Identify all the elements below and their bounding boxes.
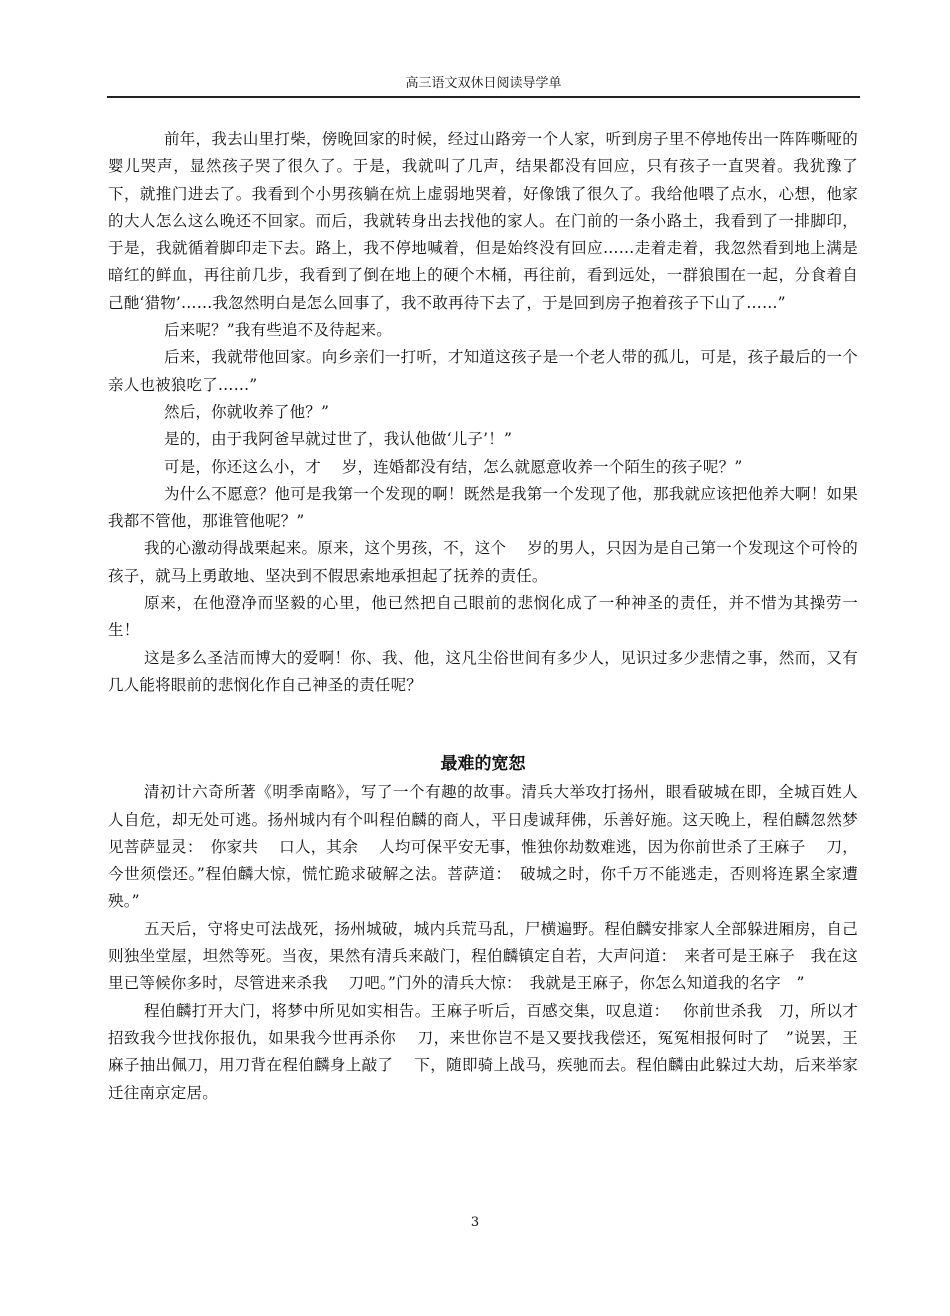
story1-paragraph: 这是多么圣洁而博大的爱啊！你、我、他，这凡尘俗世间有多少人，见识过多少悲情之事，然而，又有几人能将眼前的悲悯化作自己神圣的责任呢？ (108, 648, 858, 694)
document-body (108, 126, 858, 1107)
story1-paragraph: 原来，在他澄净而坚毅的心里，他已然把自己眼前的悲悯化成了一种神圣的责任，并不惜为其操劳一生！ (108, 594, 858, 640)
section-gap (108, 699, 858, 751)
story2-paragraph: 五天后，守将史可法战死，扬州城破，城内兵荒马乱，尸横遍野。程伯麟安排家人全部躲进厢房，自己则独坐堂屋，坦然等死。当夜，果然有清兵来敲门，程伯麟镇定自若，大声问道： 来者可是王麻子 我在这里已等候你多时，尽管进来杀我 刀吧。”门外的清兵大惊： 我就是王麻子，你怎么知道我的名字 ” (108, 919, 858, 993)
story1-paragraph: 后来呢？”我有些追不及待起来。 (164, 321, 392, 340)
story1-paragraph: 可是，你还这么小，才 岁，连婚都没有结，怎么就愿意收养一个陌生的孩子呢？” (164, 457, 743, 476)
story2-title: 最难的宽恕 (440, 754, 526, 775)
story1-paragraph: 然后，你就收养了他？” (164, 402, 330, 421)
story1-paragraph: 为什么不愿意？他可是我第一个发现的啊！既然是我第一个发现了他，那我就应该把他养大啊！如果我都不管他，那谁管他呢？” (108, 484, 858, 531)
header-title: 高三语文双休日阅读导学单 (405, 76, 562, 91)
story2-paragraph: 清初计六奇所著《明季南略》，写了一个有趣的故事。清兵大举攻打扬州，眼看破城在即，全城百姓人人自危，却无处可逃。扬州城内有个叫程伯麟的商人，平日虔诚拜佛，乐善好施。这天晚上，程伯麟忽然梦见菩萨显灵： 你家共 口人，其余 人均可保平安无事，惟独你劫数难逃，因为你前世杀了王麻子 刀，今世须偿还。”程伯麟大惊，慌忙跪求破解之法。菩萨道： 破城之时，你千万不能逃走，否则将连累全家遭殃。” (108, 783, 858, 911)
page-number: 3 (470, 1215, 480, 1230)
story2-paragraph: 程伯麟打开大门，将梦中所见如实相告。王麻子听后，百感交集，叹息道： 你前世杀我 刀，所以才招致我今世找你报仇，如果我今世再杀你 刀，来世你岂不是又要找我偿还，冤冤相报何时了 ”说罢，王麻子抽出佩刀，用刀背在程伯麟身上敲了 下，随即骑上战马，疾驰而去。程伯麟由此躲过大劫，后来举家迁往南京定居。 (108, 1001, 858, 1102)
story1-paragraph: 我的心激动得战栗起来。原来，这个男孩，不，这个 岁的男人，只因为是自己第一个发现这个可怜的孩子，就马上勇敢地、坚决到不假思索地承担起了抚养的责任。 (108, 539, 858, 585)
page-header (107, 76, 860, 98)
story1-paragraph: 是的，由于我阿爸早就过世了，我认他做‘儿子’！” (164, 430, 513, 449)
story1-paragraph: 后来，我就带他回家。向乡亲们一打听，才知道这孩子是一个老人带的孤儿，可是，孩子最后的一个亲人也被狼吃了……” (108, 348, 858, 394)
story1-paragraph: 前年，我去山里打柴，傍晚回家的时候，经过山路旁一个人家，听到房子里不停地传出一阵阵嘶哑的婴儿哭声，显然孩子哭了很久了。于是，我就叫了几声，结果都没有回应，只有孩子一直哭着。我犹豫了下，就推门进去了。我看到个小男孩躺在炕上虚弱地哭着，好像饿了很久了。我给他喂了点水，心想，他家的大人怎么这么晚还不回家。而后，我就转身出去找他的家人。在门前的一条小路土，我看到了一排脚印，于是，我就循着脚印走下去。路上，我不停地喊着，但是始终没有回应……走着走着，我忽然看到地上满是暗红的鲜血，再往前几步，我看到了倒在地上的硬个木桶，再往前，看到远处，一群狼围在一起，分食着自己酏‘猎物’……我忽然明白是怎么回事了，我不敢再待下去了，于是回到房子抱着孩子下山了……” (108, 130, 858, 312)
